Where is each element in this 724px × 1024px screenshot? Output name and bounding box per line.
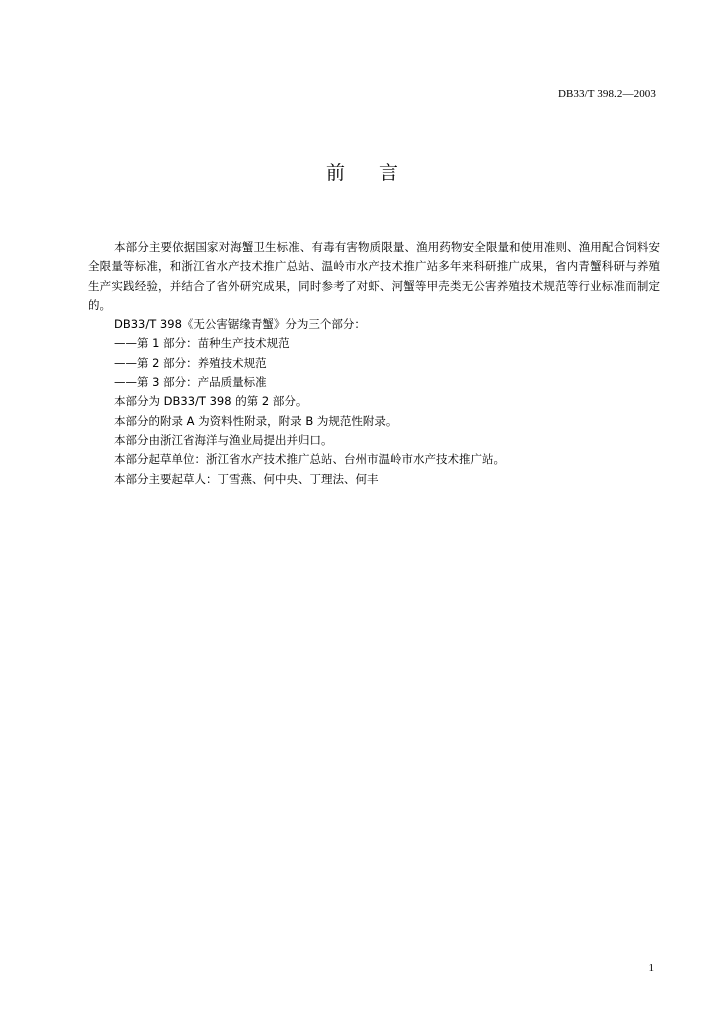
proposer-statement: 本部分由浙江省海洋与渔业局提出并归口。	[114, 432, 333, 447]
foreword-body	[88, 238, 660, 489]
part-2-item: ——第 2 部分：养殖技术规范	[114, 355, 267, 370]
foreword-paragraph: 本部分主要依据国家对海蟹卫生标准、有毒有害物质限量、渔用药物安全限量和使用准则、渔用配合饲料安全限量等标准，和浙江省水产技术推广总站、温岭市水产技术推广站多年来科研推广成果，省内青蟹科研与养殖生产实践经验，并结合了省外研究成果，同时参考了对虾、河蟹等甲壳类无公害养殖技术规范等行业标准而制定的。	[88, 240, 660, 312]
page-title: 前言	[325, 162, 432, 184]
this-part-statement: 本部分为 DB33/T 398 的第 2 部分。	[114, 394, 308, 409]
part-1-item: ——第 1 部分：苗种生产技术规范	[114, 336, 290, 351]
page-number: 1	[648, 962, 654, 974]
document-code: DB33/T 398.2—2003	[557, 88, 656, 100]
part-3-item: ——第 3 部分：产品质量标准	[114, 375, 267, 390]
drafting-units-statement: 本部分起草单位：浙江省水产技术推广总站、台州市温岭市水产技术推广站。	[114, 452, 505, 467]
drafters-statement: 本部分主要起草人：丁雪燕、何中央、丁理法、何丰	[114, 471, 379, 486]
appendix-statement: 本部分的附录 A 为资料性附录，附录 B 为规范性附录。	[114, 413, 398, 428]
parts-intro-line: DB33/T 398《无公害锯缘青蟹》分为三个部分：	[114, 317, 366, 332]
